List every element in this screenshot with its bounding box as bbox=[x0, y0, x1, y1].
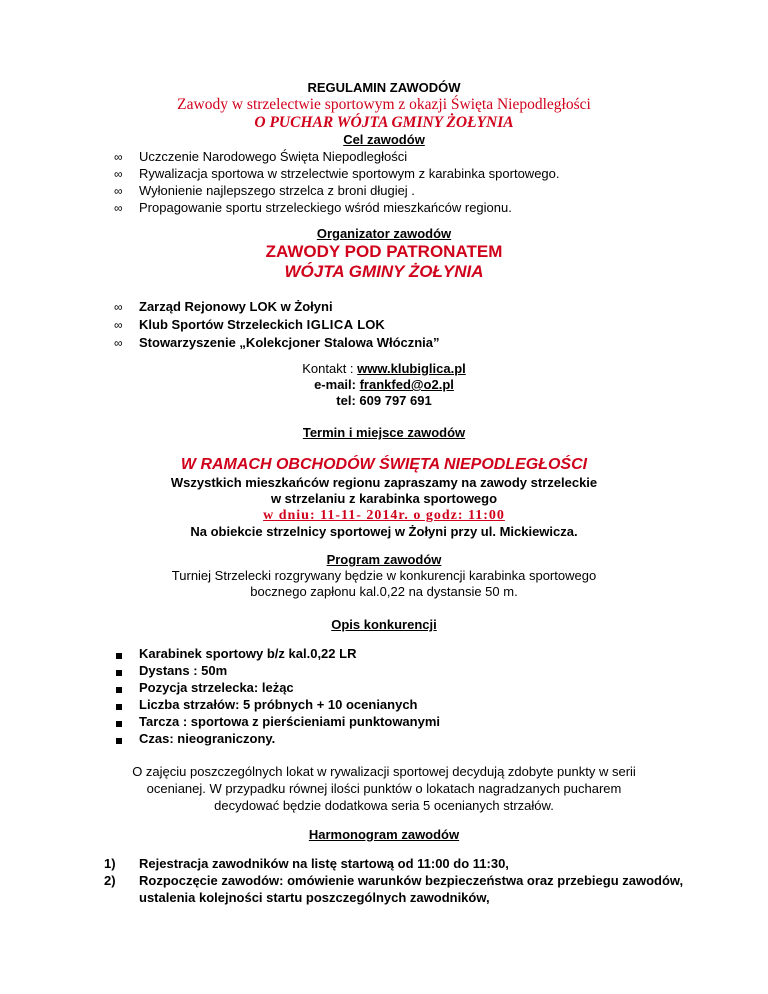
website-link[interactable]: www.klubiglica.pl bbox=[357, 361, 466, 376]
patronage-line-1: ZAWODY POD PATRONATEM bbox=[265, 242, 503, 261]
email-link[interactable]: frankfed@o2.pl bbox=[359, 377, 454, 392]
bullet-icon: ∞ bbox=[114, 336, 123, 350]
schedule-item-continuation: ustalenia kolejności startu poszczególnych zawodników, bbox=[139, 890, 490, 905]
bullet-icon: ∞ bbox=[114, 167, 123, 181]
invite-line-1: Wszystkich mieszkańców regionu zapraszamy na zawody strzeleckie bbox=[170, 475, 598, 490]
rules-line-2: ocenianej. W przypadku równej ilości punktów o lokatach nagradzanych pucharem bbox=[146, 781, 622, 796]
contact-label: Kontakt : bbox=[302, 361, 358, 376]
term-heading: Termin i miejsce zawodów bbox=[302, 425, 466, 440]
competition-item: Pozycja strzelecka: leżąc bbox=[139, 680, 294, 695]
goals-heading: Cel zawodów bbox=[343, 132, 425, 147]
program-heading: Program zawodów bbox=[326, 552, 442, 567]
square-bullet-icon bbox=[116, 687, 122, 693]
invite-line-2: w strzelaniu z karabinka sportowego bbox=[270, 491, 498, 506]
program-line-1: Turniej Strzelecki rozgrywany będzie w konkurencji karabinka sportowego bbox=[171, 568, 597, 583]
document-subtitle: Zawody w strzelectwie sportowym z okazji Święta Niepodległości bbox=[177, 96, 591, 113]
goal-item: Wyłonienie najlepszego strzelca z broni długiej . bbox=[139, 183, 415, 198]
rules-line-3: decydować będzie dodatkowa seria 5 ocenianych strzałów. bbox=[214, 798, 554, 813]
goal-item: Rywalizacja sportowa w strzelectwie sportowym z karabinka sportowego. bbox=[139, 166, 560, 181]
patronage-line-2: WÓJTA GMINY ŻOŁYNIA bbox=[284, 262, 484, 281]
program-line-2: bocznego zapłonu kal.0,22 na dystansie 50 m. bbox=[250, 584, 518, 599]
square-bullet-icon bbox=[116, 721, 122, 727]
email-label: e-mail: bbox=[314, 377, 360, 392]
organizer-item: Zarząd Rejonowy LOK w Żołyni bbox=[139, 299, 333, 314]
cup-title: O PUCHAR WÓJTA GMINY ŻOŁYNIA bbox=[254, 114, 514, 131]
date-line bbox=[0, 506, 768, 524]
bullet-icon: ∞ bbox=[114, 318, 123, 332]
goal-item: Propagowanie sportu strzeleckiego wśród mieszkańców regionu. bbox=[139, 200, 512, 215]
schedule-number: 1) bbox=[104, 856, 116, 871]
bullet-icon: ∞ bbox=[114, 184, 123, 198]
organizer-heading: Organizator zawodów bbox=[316, 226, 452, 241]
competition-item: Karabinek sportowy b/z kal.0,22 LR bbox=[139, 646, 357, 661]
contact-phone: tel: 609 797 691 bbox=[336, 393, 432, 408]
schedule-heading: Harmonogram zawodów bbox=[308, 827, 460, 842]
competition-item: Liczba strzałów: 5 próbnych + 10 ocenianych bbox=[139, 697, 418, 712]
competition-item: Tarcza : sportowa z pierścieniami punktowanymi bbox=[139, 714, 440, 729]
celebration-banner: W RAMACH OBCHODÓW ŚWIĘTA NIEPODLEGŁOŚCI bbox=[180, 456, 588, 473]
square-bullet-icon bbox=[116, 653, 122, 659]
schedule-number: 2) bbox=[104, 873, 116, 888]
venue-line: Na obiekcie strzelnicy sportowej w Żołyni przy ul. Mickiewicza. bbox=[190, 524, 578, 539]
organizer-item bbox=[139, 317, 385, 332]
contact-email-line bbox=[0, 377, 768, 392]
bullet-icon: ∞ bbox=[114, 201, 123, 215]
bullet-icon: ∞ bbox=[114, 300, 123, 314]
bullet-icon: ∞ bbox=[114, 150, 123, 164]
event-date: w dniu: 11-11- 2014r. o godz: 11:00 bbox=[263, 508, 505, 523]
organizer-item-text: Klub Sportów Strzeleckich bbox=[139, 317, 307, 332]
document-title: REGULAMIN ZAWODÓW bbox=[307, 80, 461, 95]
square-bullet-icon bbox=[116, 704, 122, 710]
competition-heading: Opis konkurencji bbox=[331, 617, 437, 632]
organizer-item: Stowarzyszenie „Kolekcjoner Stalowa Włócznia” bbox=[139, 335, 440, 350]
iglica-brand: IGLICA bbox=[306, 317, 354, 332]
schedule-item: Rozpoczęcie zawodów: omówienie warunków bezpieczeństwa oraz przebiegu zawodów, bbox=[139, 873, 684, 888]
competition-item: Czas: nieograniczony. bbox=[139, 731, 276, 746]
schedule-item: Rejestracja zawodników na listę startową od 11:00 do 11:30, bbox=[139, 856, 509, 871]
square-bullet-icon bbox=[116, 670, 122, 676]
square-bullet-icon bbox=[116, 738, 122, 744]
goal-item: Uczczenie Narodowego Święta Niepodległości bbox=[139, 149, 408, 164]
competition-item: Dystans : 50m bbox=[139, 663, 228, 678]
rules-line-1: O zajęciu poszczególnych lokat w rywalizacji sportowej decydują zdobyte punkty w serii bbox=[132, 764, 636, 779]
contact-web-line bbox=[0, 361, 768, 376]
organizer-item-text: LOK bbox=[353, 317, 385, 332]
